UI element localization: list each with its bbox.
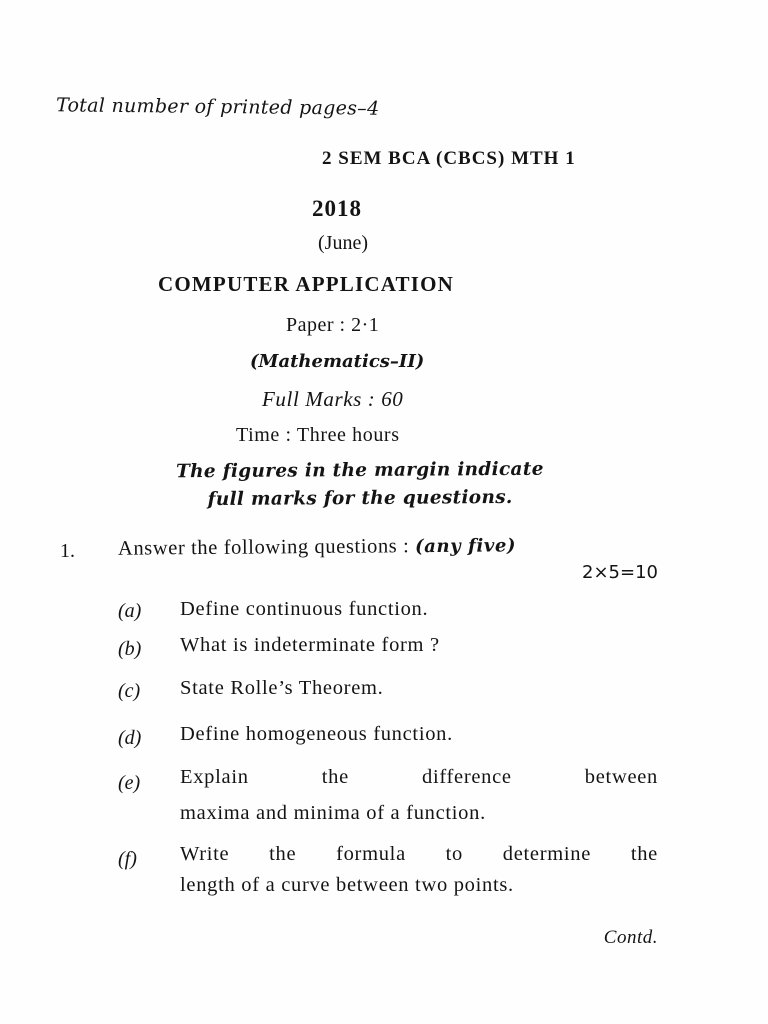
subpart-b-text: What is indeterminate form ? (180, 634, 440, 656)
question-prompt (118, 534, 516, 560)
subpart-f-label: (f) (118, 848, 137, 870)
subpart-e-line-2: maxima and minima of a function. (180, 802, 486, 824)
exam-year: 2018 (312, 196, 362, 221)
subject-title: COMPUTER APPLICATION (158, 272, 455, 296)
subpart-f-line-1: Write the formula to determine the (180, 843, 658, 865)
printed-pages-note: Total number of printed pages–4 (55, 94, 380, 120)
subpart-d-text: Define homogeneous function. (180, 723, 453, 745)
question-marks: 2×5=10 (582, 562, 658, 583)
paper-number: Paper : 2·1 (286, 314, 380, 336)
instruction-line-2: full marks for the questions. (207, 486, 513, 511)
exam-session: (June) (318, 232, 368, 254)
subpart-c-label: (c) (118, 680, 141, 702)
subpart-f-line-2: length of a curve between two points. (180, 874, 514, 896)
paper-code: 2 SEM BCA (CBCS) MTH 1 (322, 148, 576, 169)
subpart-c-text: State Rolle’s Theorem. (180, 677, 384, 699)
subpart-b-label: (b) (118, 638, 142, 660)
full-marks: Full Marks : 60 (262, 387, 404, 411)
exam-duration: Time : Three hours (236, 424, 400, 446)
paper-title: (Mathematics–II) (250, 351, 425, 372)
question-choice: (any five) (414, 535, 517, 558)
marks-instruction (110, 455, 610, 514)
question-number: 1. (60, 540, 75, 562)
instruction-line-1: The figures in the margin indicate (175, 458, 544, 483)
subpart-d-label: (d) (118, 727, 142, 749)
subpart-e-label: (e) (118, 772, 141, 794)
subpart-a-text: Define continuous function. (180, 598, 429, 620)
question-text: Answer the following questions : (117, 535, 416, 560)
continued-note: Contd. (603, 927, 658, 948)
subpart-e-line-1: Explain the difference between (180, 766, 658, 788)
subpart-a-label: (a) (118, 600, 142, 622)
